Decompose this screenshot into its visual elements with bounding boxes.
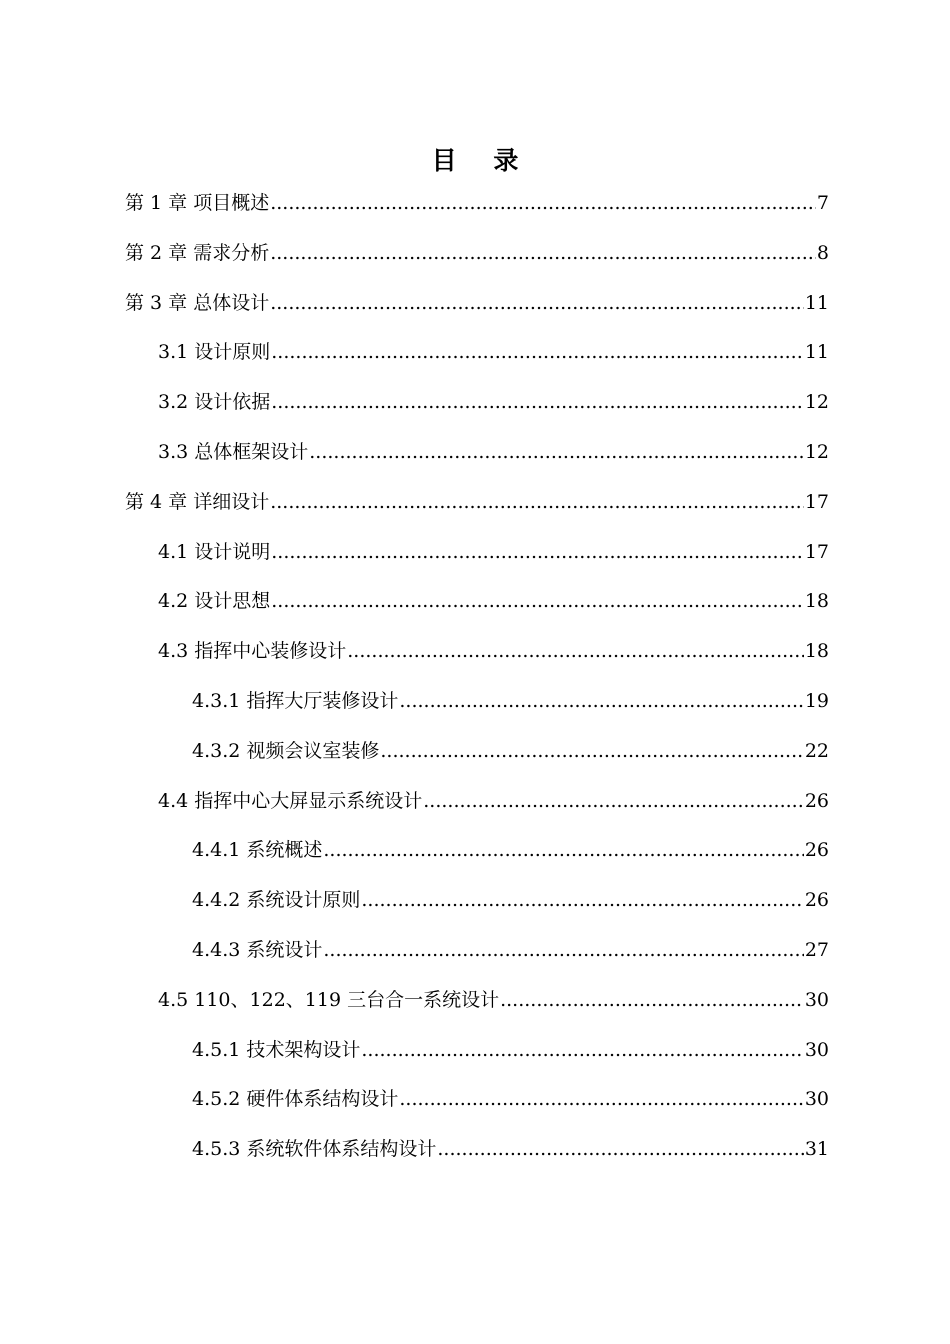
toc-entry-text: 第 4 章 详细设计 [125,490,270,513]
toc-entry-text: 4.4.1 系统概述 [192,839,323,862]
toc-dot-leader [437,1132,803,1166]
toc-entry[interactable] [0,1132,950,1182]
toc-dot-leader [270,236,816,270]
toc-entry-text: 4.3.1 指挥大厅装修设计 [192,689,399,712]
toc-page-number: 26 [804,839,829,862]
toc-dot-leader [423,784,804,818]
toc-page-number: 30 [804,988,829,1011]
toc-dot-leader [347,634,804,668]
toc-dot-leader [271,535,804,569]
toc-entry-text: 4.3.2 视频会议室装修 [192,739,380,762]
toc-dot-leader [361,1033,803,1067]
toc-page-number: 8 [816,241,829,264]
toc-entry[interactable] [0,435,950,485]
toc-entry[interactable] [0,983,950,1033]
toc-entry-text: 4.1 设计说明 [158,540,271,563]
toc-dot-leader [323,933,803,967]
toc-page-number: 26 [804,789,829,812]
toc-dot-leader [270,485,804,519]
toc-dot-leader [500,983,804,1017]
toc-page-number: 12 [804,440,829,463]
toc-entry[interactable] [0,684,950,734]
toc-entry-text: 4.4.3 系统设计 [192,938,323,961]
toc-entry[interactable] [0,286,950,336]
toc-page-number: 30 [804,1088,829,1111]
toc-page-number: 11 [804,291,829,314]
toc-dot-leader [270,186,816,220]
toc-dot-leader [323,833,803,867]
toc-entry[interactable] [0,385,950,435]
toc-dot-leader [270,286,804,320]
toc-entry[interactable] [0,584,950,634]
toc-dot-leader [361,883,803,917]
toc-entry[interactable] [0,236,950,286]
toc-entry-text: 3.3 总体框架设计 [158,440,309,463]
toc-entry-text: 4.5.2 硬件体系结构设计 [192,1088,399,1111]
toc-entry[interactable] [0,883,950,933]
toc-entry[interactable] [0,485,950,535]
toc-entry-text: 4.5.1 技术架构设计 [192,1038,361,1061]
toc-entry[interactable] [0,335,950,385]
toc-entry-text: 4.2 设计思想 [158,590,271,613]
toc-entry[interactable] [0,734,950,784]
toc-entry-text: 4.4.2 系统设计原则 [192,889,361,912]
toc-page-number: 18 [804,640,829,663]
toc-entry-text: 4.4 指挥中心大屏显示系统设计 [158,789,423,812]
toc-entry-text: 3.1 设计原则 [158,341,271,364]
toc-entry-text: 第 1 章 项目概述 [125,192,270,214]
toc-page-number: 7 [816,192,829,214]
toc-entry[interactable] [0,186,950,236]
toc-page-number: 26 [804,889,829,912]
toc-entry-text: 4.3 指挥中心装修设计 [158,640,347,663]
toc-page-number: 30 [804,1038,829,1061]
toc-entry[interactable] [0,1082,950,1132]
toc-dot-leader [309,435,804,469]
toc-entry[interactable] [0,634,950,684]
toc-entry-text: 第 3 章 总体设计 [125,291,270,314]
toc-dot-leader [380,734,803,768]
toc-list [0,186,950,1182]
toc-dot-leader [271,584,804,618]
toc-dot-leader [399,684,803,718]
toc-page-number: 31 [804,1138,829,1161]
toc-entry-text: 第 2 章 需求分析 [125,241,270,264]
toc-dot-leader [271,335,804,369]
toc-entry[interactable] [0,1033,950,1083]
toc-page-number: 22 [804,739,829,762]
toc-page-number: 11 [804,341,829,364]
toc-page-number: 27 [804,938,829,961]
toc-dot-leader [399,1082,803,1116]
toc-title: 目 录 [431,146,533,175]
toc-page-number: 19 [804,689,829,712]
toc-entry[interactable] [0,933,950,983]
toc-entry-text: 4.5 110、122、119 三台合一系统设计 [158,988,500,1011]
toc-dot-leader [271,385,804,419]
toc-page-number: 18 [804,590,829,613]
toc-page-number: 12 [804,391,829,414]
toc-entry-text: 3.2 设计依据 [158,391,271,414]
toc-page-number: 17 [804,490,829,513]
toc-entry[interactable] [0,784,950,834]
toc-entry[interactable] [0,535,950,585]
toc-page-number: 17 [804,540,829,563]
toc-entry-text: 4.5.3 系统软件体系结构设计 [192,1138,437,1161]
toc-entry[interactable] [0,833,950,883]
